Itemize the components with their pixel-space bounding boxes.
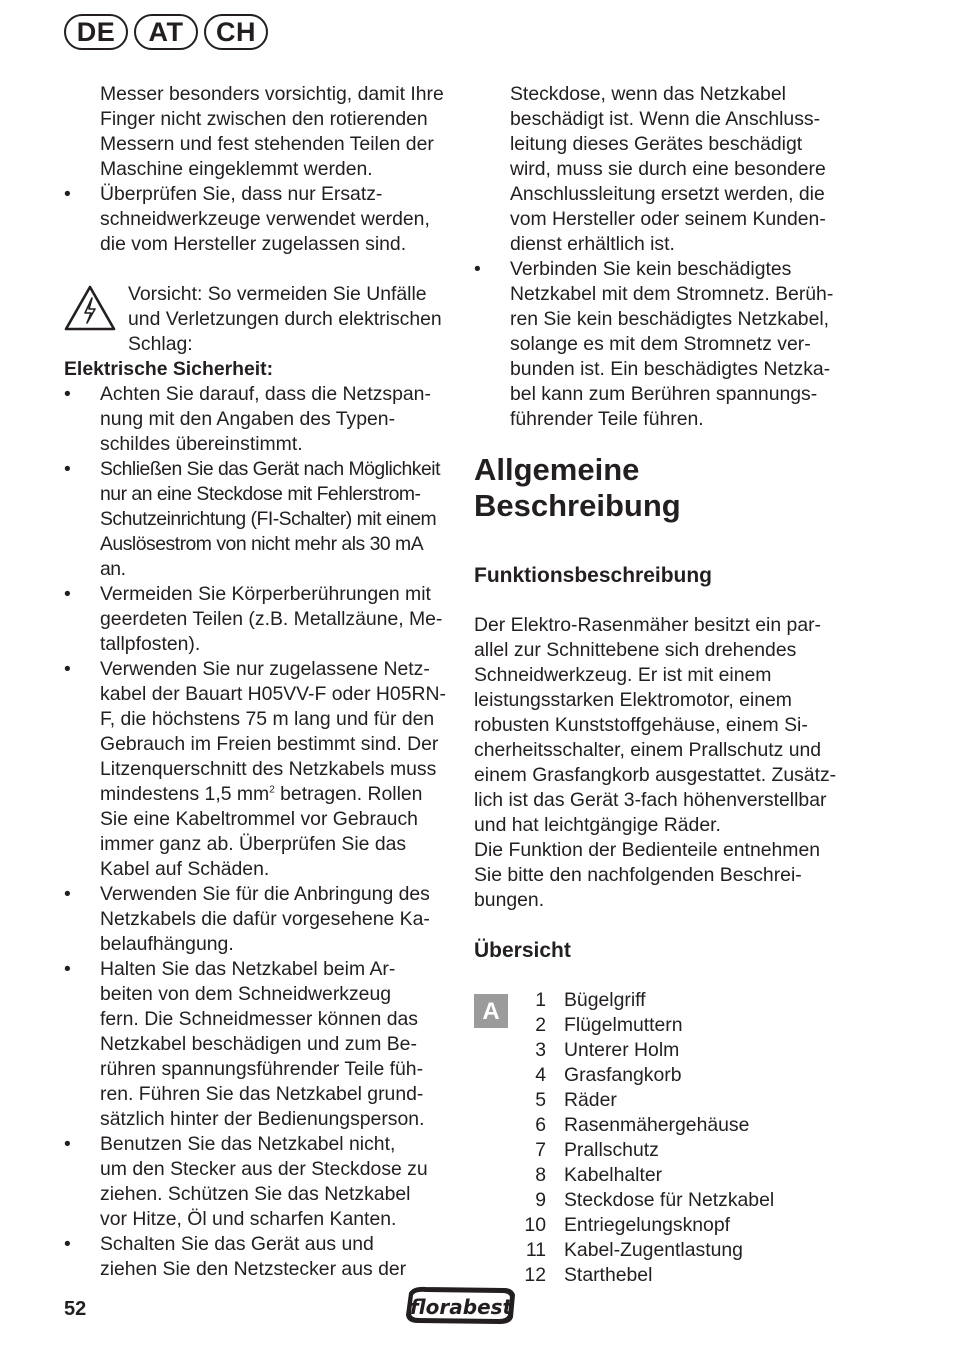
text-line: Schalten Sie das Gerät aus und xyxy=(100,1233,374,1255)
page-number: 52 xyxy=(64,1298,87,1320)
florabest-logo xyxy=(404,1283,518,1327)
text-line: lich ist das Gerät 3-fach höhenverstellbar xyxy=(474,789,827,811)
function-paragraph xyxy=(474,613,874,913)
text-line: Vermeiden Sie Körperberührungen mit xyxy=(100,583,431,605)
list-item xyxy=(64,657,454,882)
bullet-dot: • xyxy=(64,658,71,680)
part-label: Rasenmähergehäuse xyxy=(564,1114,750,1136)
electric-warning-icon xyxy=(64,282,118,339)
part-number: 2 xyxy=(535,1014,546,1036)
heading-line: Allgemeine xyxy=(474,452,640,487)
text-line: und hat leichtgängige Räder. xyxy=(474,814,721,836)
part-label: Prallschutz xyxy=(564,1139,659,1161)
bullet-dot: • xyxy=(64,383,71,405)
text-line: Der Elektro-Rasenmäher besitzt ein par- xyxy=(474,614,822,636)
text-line: Finger nicht zwischen den rotierenden xyxy=(100,108,428,130)
list-item xyxy=(474,1188,874,1213)
list-item xyxy=(474,1038,874,1063)
list-item xyxy=(474,1063,874,1088)
text-line: bungen. xyxy=(474,889,545,911)
lang-badge-at: AT xyxy=(134,14,198,50)
text-line: bunden ist. Ein beschädigtes Netzka- xyxy=(510,358,831,380)
text-line: geerdeten Teilen (z.B. Metallzäune, Me- xyxy=(100,608,443,630)
list-item xyxy=(474,1263,874,1288)
text-line: Anschlussleitung ersetzt werden, die xyxy=(510,183,825,205)
text-line xyxy=(100,782,454,807)
text-line: führender Teile führen. xyxy=(510,408,704,430)
text-line: F, die höchstens 75 m lang und für den xyxy=(100,708,435,730)
text-line: Gebrauch im Freien bestimmt sind. Der xyxy=(100,733,439,755)
text-line: vor Hitze, Öl und scharfen Kanten. xyxy=(100,1208,397,1230)
bullet-dot: • xyxy=(64,1233,71,1255)
language-badges xyxy=(64,14,268,50)
list-item xyxy=(474,1138,874,1163)
bullet-dot: • xyxy=(64,458,71,480)
text-line: Verwenden Sie für die Anbringung des xyxy=(100,883,430,905)
text-line: dienst erhältlich ist. xyxy=(510,233,675,255)
part-label: Grasfangkorb xyxy=(564,1064,682,1086)
text-line: tallpfosten). xyxy=(100,633,201,655)
list-item xyxy=(64,382,454,457)
list-item xyxy=(474,257,874,432)
text-line: Schließen Sie das Gerät nach Möglichkeit xyxy=(100,458,440,480)
text-line: allel zur Schnittebene sich drehendes xyxy=(474,639,797,661)
heading-line: Beschreibung xyxy=(474,488,681,523)
intro-paragraph xyxy=(64,82,454,182)
text-line: robusten Kunststoffgehäuse, einem Si- xyxy=(474,714,808,736)
lang-badge-ch: CH xyxy=(204,14,268,50)
part-number: 12 xyxy=(524,1264,546,1286)
text-line: leitung dieses Gerätes beschädigt xyxy=(510,133,803,155)
bullet-dot: • xyxy=(64,1133,71,1155)
list-item xyxy=(64,182,454,257)
part-number: 10 xyxy=(524,1214,546,1236)
part-number: 1 xyxy=(535,989,546,1011)
part-number: 9 xyxy=(535,1189,546,1211)
part-number: 8 xyxy=(535,1164,546,1186)
text-line: Netzkabel mit dem Stromnetz. Berüh- xyxy=(510,283,834,305)
brand-wordmark: florabest xyxy=(409,1295,513,1319)
bullet-dot: • xyxy=(64,958,71,980)
part-number: 3 xyxy=(535,1039,546,1061)
text-line: belaufhängung. xyxy=(100,933,234,955)
right-column xyxy=(474,82,874,1288)
list-item xyxy=(64,1232,454,1282)
text-line: Halten Sie das Netzkabel beim Ar- xyxy=(100,958,396,980)
text-line: fern. Die Schneidmesser können das xyxy=(100,1008,418,1030)
part-label: Räder xyxy=(564,1089,617,1111)
text-line: wird, muss sie durch eine besondere xyxy=(510,158,826,180)
text-line: leistungsstarken Elektromotor, einem xyxy=(474,689,792,711)
text-line: einem Grasfangkorb ausgestattet. Zusätz- xyxy=(474,764,837,786)
text-line: Netzkabel beschädigen und zum Be- xyxy=(100,1033,417,1055)
text-line: ziehen Sie den Netzstecker aus der xyxy=(100,1258,407,1280)
text-line: vom Hersteller oder seinem Kunden- xyxy=(510,208,826,230)
list-item xyxy=(474,1013,874,1038)
text-line: Messer besonders vorsichtig, damit Ihre xyxy=(100,83,444,105)
text-line: solange es mit dem Stromnetz ver- xyxy=(510,333,811,355)
text-line: schildes übereinstimmt. xyxy=(100,433,303,455)
list-item xyxy=(64,582,454,657)
warning-notice xyxy=(64,282,454,357)
part-label: Entriegelungsknopf xyxy=(564,1214,731,1236)
text-line: Verbinden Sie kein beschädigtes xyxy=(510,258,792,280)
text-line: Auslösestrom von nicht mehr als 30 mA xyxy=(100,533,424,555)
part-label: Kabel-Zugentlastung xyxy=(564,1239,743,1261)
part-label: Flügelmuttern xyxy=(564,1014,683,1036)
list-item xyxy=(64,957,454,1132)
text-line: Vorsicht: So vermeiden Sie Unfälle xyxy=(128,283,427,305)
list-item xyxy=(474,1238,874,1263)
part-number: 7 xyxy=(535,1139,546,1161)
text-line: kabel der Bauart H05VV-F oder H05RN- xyxy=(100,683,446,705)
part-number: 6 xyxy=(535,1114,546,1136)
text-line: Schneidwerkzeug. Er ist mit einem xyxy=(474,664,772,686)
list-item xyxy=(474,988,874,1013)
text-fragment: betragen. Rollen xyxy=(274,783,423,805)
text-line: Schlag: xyxy=(128,333,193,355)
list-item xyxy=(64,1132,454,1232)
text-line: schneidwerkzeuge verwendet werden, xyxy=(100,208,430,230)
text-line: Maschine eingeklemmt werden. xyxy=(100,158,373,180)
list-item xyxy=(474,1163,874,1188)
list-item xyxy=(64,882,454,957)
text-line: die vom Hersteller zugelassen sind. xyxy=(100,233,407,255)
text-line: um den Stecker aus der Steckdose zu xyxy=(100,1158,428,1180)
text-line: Benutzen Sie das Netzkabel nicht, xyxy=(100,1133,396,1155)
part-label: Steckdose für Netzkabel xyxy=(564,1189,775,1211)
text-line: Netzkabels die dafür vorgesehene Ka- xyxy=(100,908,430,930)
text-line: bel kann zum Berühren spannungs- xyxy=(510,383,818,405)
list-item xyxy=(474,1088,874,1113)
bullet-dot: • xyxy=(474,258,481,280)
list-item xyxy=(474,1213,874,1238)
text-line: ren Sie kein beschädigtes Netzkabel, xyxy=(510,308,830,330)
continued-paragraph xyxy=(474,82,874,257)
text-fragment: mindestens 1,5 mm xyxy=(100,783,270,805)
part-label: Unterer Holm xyxy=(564,1039,680,1061)
lang-badge-de: DE xyxy=(64,14,128,50)
section-title: Elektrische Sicherheit: xyxy=(64,358,274,380)
text-line: ziehen. Schützen Sie das Netzkabel xyxy=(100,1183,411,1205)
part-number: 5 xyxy=(535,1089,546,1111)
text-line: Verwenden Sie nur zugelassene Netz- xyxy=(100,658,430,680)
bullet-dot: • xyxy=(64,583,71,605)
text-line: beiten von dem Schneidwerkzeug xyxy=(100,983,392,1005)
text-line: Kabel auf Schäden. xyxy=(100,858,270,880)
subheading-overview: Übersicht xyxy=(474,939,571,962)
text-line: nung mit den Angaben des Typen- xyxy=(100,408,396,430)
text-line: beschädigt ist. Wenn die Anschluss- xyxy=(510,108,821,130)
text-line: Messern und fest stehenden Teilen der xyxy=(100,133,434,155)
text-line: Schutzeinrichtung (FI-Schalter) mit einem xyxy=(100,508,437,530)
part-number: 4 xyxy=(535,1064,546,1086)
subheading-function: Funktionsbeschreibung xyxy=(474,564,713,587)
part-label: Bügelgriff xyxy=(564,989,646,1011)
text-line: immer ganz ab. Überprüfen Sie das xyxy=(100,833,407,855)
figure-label-badge: A xyxy=(474,994,508,1028)
text-line: an. xyxy=(100,558,126,580)
text-line: und Verletzungen durch elektrischen xyxy=(128,308,442,330)
text-line: Sie bitte den nachfolgenden Beschrei- xyxy=(474,864,802,886)
text-line: Die Funktion der Bedienteile entnehmen xyxy=(474,839,821,861)
text-line: ren. Führen Sie das Netzkabel grund- xyxy=(100,1083,424,1105)
list-item xyxy=(474,1113,874,1138)
part-label: Kabelhalter xyxy=(564,1164,663,1186)
text-line: Steckdose, wenn das Netzkabel xyxy=(510,83,786,105)
left-column xyxy=(64,82,454,1282)
text-line: Überprüfen Sie, dass nur Ersatz- xyxy=(100,183,383,205)
text-line: Litzenquerschnitt des Netzkabels muss xyxy=(100,758,437,780)
superscript: 2 xyxy=(269,784,275,796)
part-number: 11 xyxy=(525,1239,546,1261)
section-heading xyxy=(474,452,874,524)
text-line: nur an eine Steckdose mit Fehlerstrom- xyxy=(100,483,421,505)
text-line: sätzlich hinter der Bedienungsperson. xyxy=(100,1108,425,1130)
text-line: Sie eine Kabeltrommel vor Gebrauch xyxy=(100,808,418,830)
text-line: cherheitsschalter, einem Prallschutz und xyxy=(474,739,822,761)
part-label: Starthebel xyxy=(564,1264,653,1286)
text-line: rühren spannungsführender Teile füh- xyxy=(100,1058,424,1080)
bullet-dot: • xyxy=(64,883,71,905)
list-item xyxy=(64,457,454,582)
text-line: Achten Sie darauf, dass die Netzspan- xyxy=(100,383,431,405)
bullet-dot: • xyxy=(64,183,71,205)
parts-list xyxy=(474,988,874,1288)
